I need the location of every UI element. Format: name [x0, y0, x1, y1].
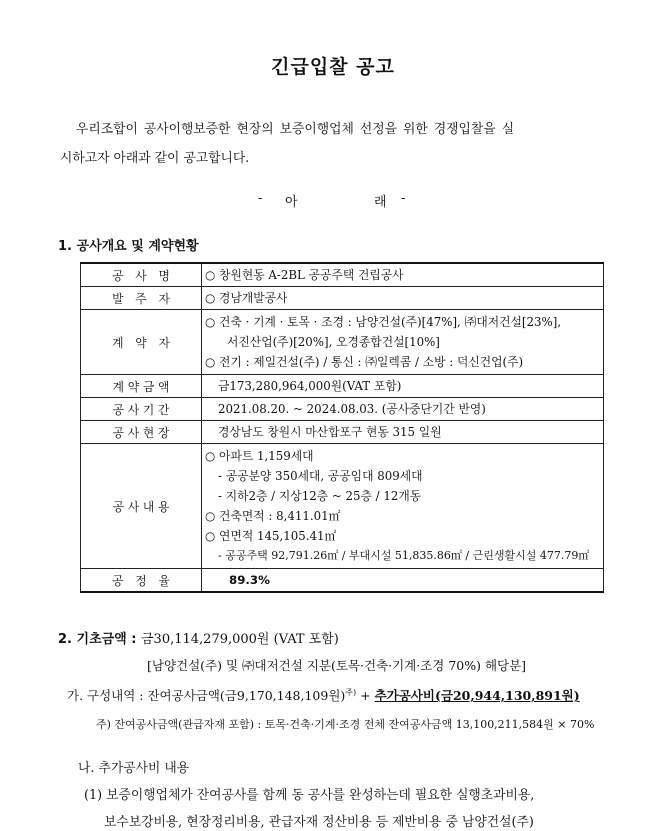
- table-row: [81, 421, 604, 444]
- value-line: ○ 전기 : 제일건설(주) / 통신 : ㈜일렉콤 / 소방 : 덕신건업(주): [205, 355, 524, 369]
- value-line: - 지하2층 / 지상12층 ~ 25층 / 12개동: [218, 489, 422, 503]
- intro-line-2: 시하고자 아래과 같이 공고합니다.: [60, 151, 250, 166]
- value-line: ○ 건축 · 기계 · 토목 · 조경 : 남양건설(주)[47%], ㈜대저건설[23%],: [205, 315, 562, 329]
- paragraph-line-1: (1) 보증이행업체가 잔여공사를 함께 동 공사를 완성하는데 필요한 실행초과비용,: [84, 788, 535, 803]
- base-amount: 금30,114,279,000원 (VAT 포함): [141, 632, 339, 647]
- row-value: [202, 398, 604, 421]
- composition-line: [67, 686, 580, 704]
- table-row: [81, 444, 604, 569]
- table-row: [81, 263, 604, 287]
- value-line: ○ 연면적 145,105.41㎡: [205, 529, 337, 543]
- footnote: 주) 잔여공사금액(관급자재 포함) : 토목·건축·기계·조경 전체 잔여공사금액 13,100,211,584원 × 70%: [96, 718, 595, 731]
- section-2-heading: [58, 628, 339, 647]
- row-label: 계 약 금 액: [81, 375, 202, 398]
- value-line: ○ 경남개발공사: [205, 291, 288, 305]
- value-line: ○ 건축면적 : 8,411.01㎡: [205, 509, 341, 523]
- section-2-prefix: 2. 기초금액 :: [58, 632, 141, 647]
- row-value: [202, 569, 604, 593]
- paragraph-line-2: 보수보강비용, 현장정리비용, 관급자재 정산비용 등 제반비용 중 남양건설(주): [104, 815, 534, 830]
- table-row: [81, 375, 604, 398]
- row-value: [202, 375, 604, 398]
- value-line: - 공공분양 350세대, 공공임대 809세대: [218, 469, 423, 483]
- value-line: ○ 아파트 1,159세대: [205, 449, 314, 463]
- value-line: 2021.08.20. ~ 2024.08.03. (공사중단기간 반영): [218, 402, 486, 416]
- ahrae-dash-right: -: [401, 191, 406, 206]
- row-label: 공 사 현 장: [81, 421, 202, 444]
- intro-line-1: 우리조합이 공사이행보증한 현장의 보증이행업체 선정을 위한 경쟁입찰을 실: [76, 122, 515, 137]
- row-label: 공 사 명: [81, 263, 202, 287]
- extra-cost-amount: 추가공사비(금20,944,130,891원): [374, 688, 580, 703]
- footnote-mark: 주): [345, 687, 357, 697]
- row-label: 공 사 내 용: [81, 444, 202, 569]
- row-label: 공 정 율: [81, 569, 202, 593]
- table-row: [81, 310, 604, 375]
- composition-prefix: 가. 구성내역 : 잔여공사금액(금9,170,148,109원): [67, 688, 346, 703]
- row-value: [202, 444, 604, 569]
- value-line: ○ 창원현동 A-2BL 공공주택 건립공사: [205, 268, 404, 282]
- section-1-heading: 1. 공사개요 및 계약현황: [58, 239, 199, 254]
- value-line: 서진산업(주)[20%], 오경종합건설[10%]: [227, 335, 440, 349]
- table-row: [81, 287, 604, 310]
- table-row: [81, 569, 604, 593]
- row-label: 발 주 자: [81, 287, 202, 310]
- value-line: 89.3%: [229, 573, 270, 587]
- row-value: [202, 310, 604, 375]
- value-line: 경상남도 창원시 마산합포구 현동 315 일원: [218, 425, 442, 439]
- value-line: - 공공주택 92,791.26㎡ / 부대시설 51,835.86㎡ / 근린생활시설 477.79㎡: [218, 549, 590, 562]
- row-label: 계 약 자: [81, 310, 202, 375]
- row-value: [202, 421, 604, 444]
- row-label: 공 사 기 간: [81, 398, 202, 421]
- ahrae-a: 아: [285, 195, 298, 210]
- row-value: [202, 287, 604, 310]
- share-note: [남양건설(주) 및 ㈜대저건설 지분(토목·건축·기계·조경 70%) 해당분]: [147, 658, 527, 673]
- ahrae-rae: 래: [374, 195, 387, 210]
- table-row: [81, 398, 604, 421]
- row-value: [202, 263, 604, 287]
- contract-info-table: [80, 262, 604, 593]
- plus-sign: +: [356, 688, 375, 703]
- subsection-na: 나. 추가공사비 내용: [78, 761, 190, 776]
- ahrae-dash-left: -: [258, 191, 263, 206]
- value-line: 금173,280,964,000원(VAT 포함): [218, 379, 402, 393]
- document-title: 긴급입찰 공고: [271, 56, 395, 78]
